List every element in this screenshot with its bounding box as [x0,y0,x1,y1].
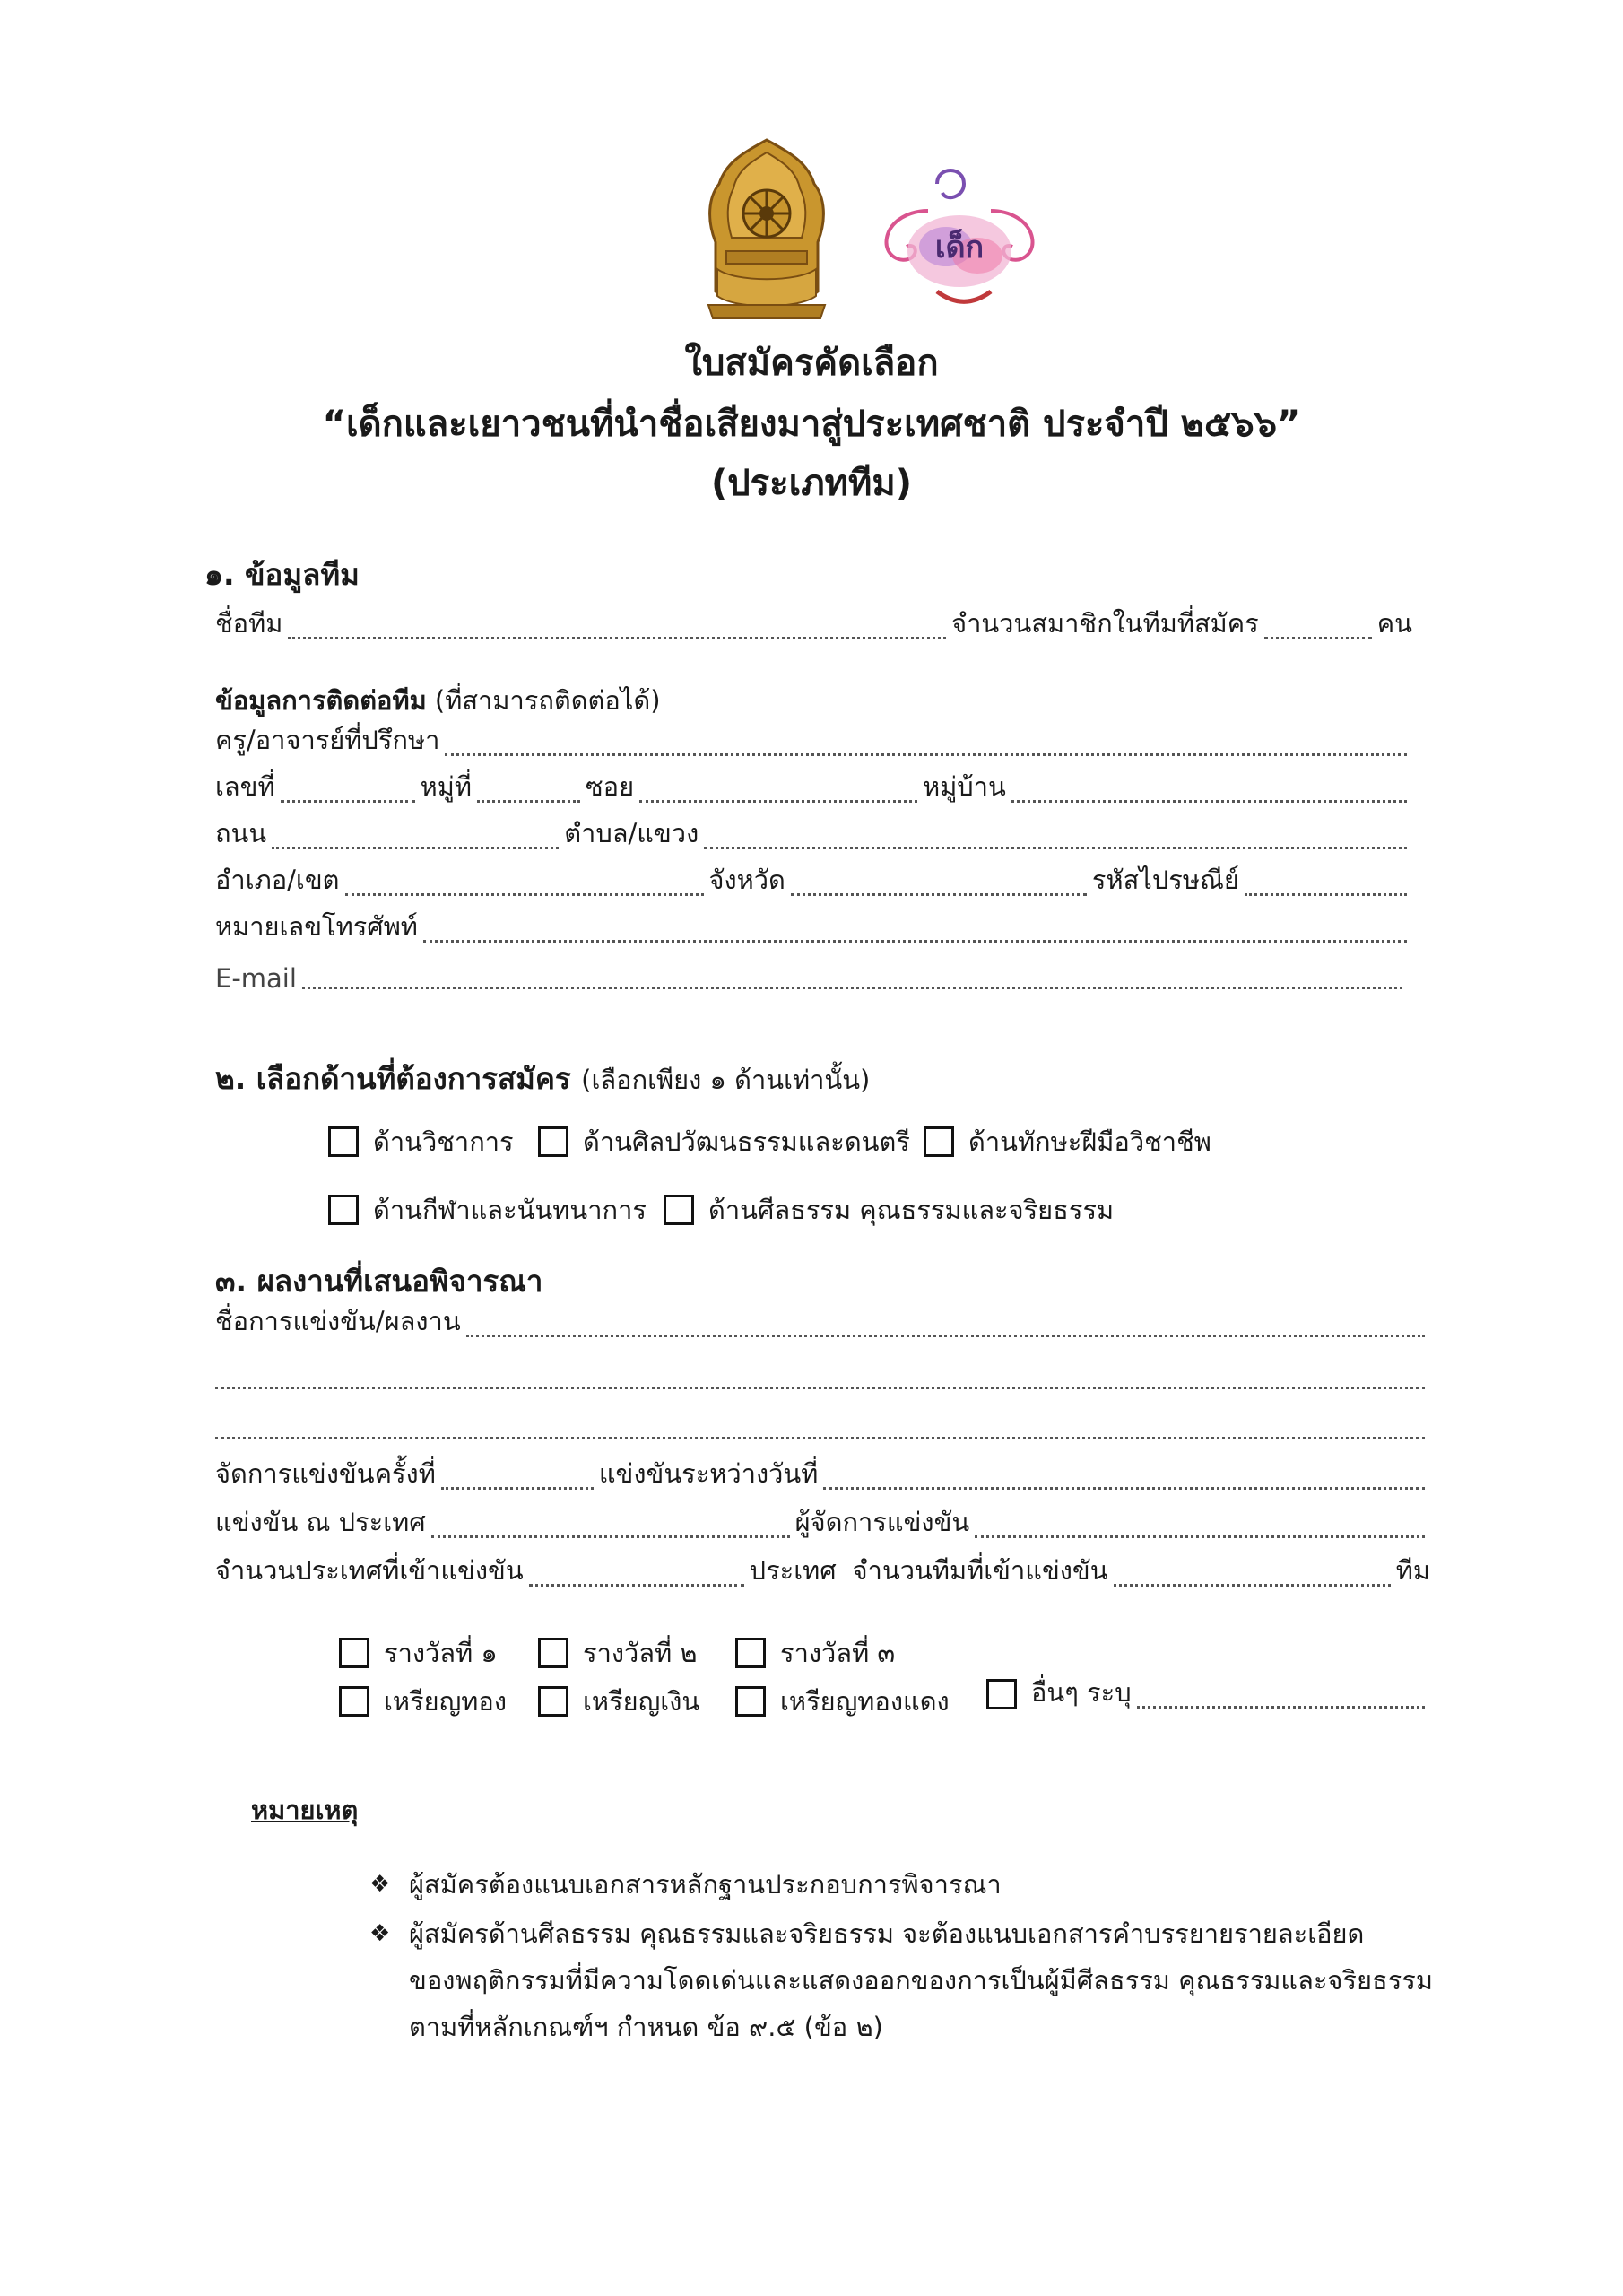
teams-unit: ทีม [1395,1555,1430,1586]
checkbox-box[interactable] [538,1638,568,1668]
notes-heading: หมายเหตุ [251,1795,359,1825]
team-name-label: ชื่อทีม [215,608,283,639]
phone-label: หมายเลขโทรศัพท์ [215,911,418,942]
checkbox-label: รางวัลที่ ๑ [384,1638,498,1668]
email-label: E-mail [215,963,297,994]
advisor-row [215,725,1412,761]
postcode-label: รหัสไปรษณีย์ [1091,865,1239,895]
moo-label: หมู่ที่ [420,771,472,802]
member-unit: คน [1376,608,1412,639]
checkbox-box[interactable] [328,1126,359,1157]
contact-heading-text: ข้อมูลการติดต่อทีม [215,685,427,716]
address-row-1 [215,771,1412,807]
district-label: อำเภอ/เขต [215,865,340,895]
contact-heading [215,680,661,721]
checkbox-box[interactable] [735,1686,766,1717]
district-field[interactable] [345,870,704,896]
logo-text: เด็ก [934,230,985,265]
num-countries-label: จำนวนประเทศที่เข้าแข่งขัน [215,1555,524,1586]
country-row [215,1507,1430,1543]
country-label: แข่งขัน ณ ประเทศ [215,1507,426,1537]
checkbox-option-vocational[interactable] [924,1121,1211,1162]
category-subtitle: (ประเภททีม) [710,463,913,504]
other-award-field[interactable] [1137,1683,1425,1709]
num-teams-label: จำนวนทีมที่เข้าแข่งขัน [852,1555,1108,1586]
member-count-field[interactable] [1264,613,1372,639]
member-count-label: จำนวนสมาชิกในทีมที่สมัคร [951,608,1259,639]
checkbox-box[interactable] [664,1195,694,1225]
checkbox-box[interactable] [538,1126,568,1157]
checkbox-label: ด้านศิลปวัฒนธรรมและดนตรี [583,1126,910,1157]
subdistrict-label: ตำบล/แขวง [564,818,699,848]
checkbox-box[interactable] [339,1686,369,1717]
edition-row [215,1458,1430,1494]
village-label: หมู่บ้าน [923,771,1006,802]
note-text: ของพฤติกรรมที่มีความโดดเด่นและแสดงออกของการเป็นผู้มีศีลธรรม คุณธรรมและจริยธรรม [409,1965,1433,1996]
diamond-bullet-icon: ❖ [369,1920,391,1947]
ministry-emblem-icon [699,135,834,323]
checkbox-label: ด้านกีฬาและนันทนาการ [373,1195,647,1225]
organizer-field[interactable] [975,1512,1425,1538]
competition-name-row-2 [215,1358,1430,1394]
edition-label: จัดการแข่งขันครั้งที่ [215,1458,436,1489]
province-label: จังหวัด [708,865,785,895]
moo-field[interactable] [477,777,580,803]
checkbox-option-ethics[interactable] [664,1189,1114,1231]
competition-name-field[interactable] [466,1311,1425,1337]
checkbox-award-1[interactable] [339,1632,498,1674]
address-row-3 [215,865,1412,900]
checkbox-other-row[interactable] [986,1677,1430,1713]
road-label: ถนน [215,818,267,848]
checkbox-gold[interactable] [339,1681,507,1722]
country-field[interactable] [431,1512,790,1538]
diamond-bullet-icon: ❖ [369,1871,391,1898]
email-field[interactable] [302,963,1402,989]
province-field[interactable] [791,870,1087,896]
phone-row [215,911,1412,947]
checkbox-box[interactable] [924,1126,954,1157]
edition-field[interactable] [441,1464,594,1490]
checkbox-other-label: อื่นๆ ระบุ [1031,1677,1132,1708]
checkbox-label: ด้านศีลธรรม คุณธรรมและจริยธรรม [708,1195,1115,1225]
team-name-row [215,608,1412,644]
checkbox-bronze[interactable] [735,1681,950,1722]
competition-name-field-2[interactable] [215,1363,1425,1389]
checkbox-label: ด้านทักษะฝีมือวิชาชีพ [968,1126,1211,1157]
checkbox-option-academic[interactable] [328,1121,514,1162]
checkbox-award-3[interactable] [735,1632,895,1674]
email-row [215,958,1408,994]
checkbox-label: เหรียญเงิน [583,1686,700,1717]
checkbox-option-arts[interactable] [538,1121,910,1162]
section3-heading: ๓. ผลงานที่เสนอพิจารณา [215,1264,543,1299]
section2-heading-text: ๒. เลือกด้านที่ต้องการสมัคร [215,1061,571,1096]
soi-field[interactable] [639,777,917,803]
section2-heading-note: (เลือกเพียง ๑ ด้านเท่านั้น) [581,1065,871,1095]
phone-field[interactable] [423,917,1407,943]
contact-heading-note: (ที่สามารถติดต่อได้) [434,685,661,716]
subdistrict-field[interactable] [704,823,1407,849]
section2-heading [215,1055,870,1102]
competition-name-label: ชื่อการแข่งขัน/ผลงาน [215,1306,461,1336]
form-title: ใบสมัครคัดเลือก [684,343,939,384]
organizer-label: ผู้จัดการแข่งขัน [794,1507,970,1537]
address-row-2 [215,818,1412,854]
house-no-label: เลขที่ [215,771,275,802]
checkbox-label: เหรียญทองแดง [780,1686,950,1717]
note-text: ตามที่หลักเกณฑ์ฯ กำหนด ข้อ ๙.๕ (ข้อ ๒) [409,2012,883,2042]
checkbox-label: เหรียญทอง [384,1686,507,1717]
award-name-title: “เด็กและเยาวชนที่นำชื่อเสียงมาสู่ประเทศชาติ ประจำปี ๒๕๖๖” [322,404,1301,445]
checkbox-other-box[interactable] [986,1679,1017,1709]
checkbox-option-sports[interactable] [328,1189,647,1231]
childrens-day-logo-icon [874,157,1045,309]
road-field[interactable] [272,823,559,849]
checkbox-box[interactable] [328,1195,359,1225]
note-text-block [409,1910,1433,2050]
note-item-2 [369,1910,1445,2050]
village-field[interactable] [1011,777,1407,803]
checkbox-label: ด้านวิชาการ [373,1126,514,1157]
checkbox-label: รางวัลที่ ๒ [583,1638,698,1668]
checkbox-silver[interactable] [538,1681,699,1722]
date-label: แข่งขันระหว่างวันที่ [598,1458,819,1489]
advisor-field[interactable] [445,730,1407,756]
advisor-label: ครู/อาจารย์ที่ปรึกษา [215,725,440,755]
checkbox-box[interactable] [735,1638,766,1668]
section1-heading: ๑. ข้อมูลทีม [204,557,360,592]
date-field[interactable] [823,1464,1425,1490]
checkbox-box[interactable] [339,1638,369,1668]
countries-unit: ประเทศ [749,1555,837,1586]
postcode-field[interactable] [1245,870,1407,896]
team-name-field[interactable] [288,613,946,639]
checkbox-box[interactable] [538,1686,568,1717]
note-text: ผู้สมัครด้านศีลธรรม คุณธรรมและจริยธรรม จะต้องแนบเอกสารคำบรรยายรายละเอียด [409,1918,1365,1949]
participants-row [215,1555,1430,1591]
competition-name-field-3[interactable] [215,1413,1425,1439]
competition-name-row-3 [215,1408,1430,1444]
num-countries-field[interactable] [529,1561,744,1587]
num-teams-field[interactable] [1114,1561,1391,1587]
note-text: ผู้สมัครต้องแนบเอกสารหลักฐานประกอบการพิจารณา [409,1869,1002,1900]
competition-name-row [215,1306,1430,1342]
checkbox-award-2[interactable] [538,1632,698,1674]
soi-label: ซอย [585,771,635,802]
note-item-1 [369,1861,1428,1908]
checkbox-label: รางวัลที่ ๓ [780,1638,896,1668]
house-no-field[interactable] [281,777,415,803]
